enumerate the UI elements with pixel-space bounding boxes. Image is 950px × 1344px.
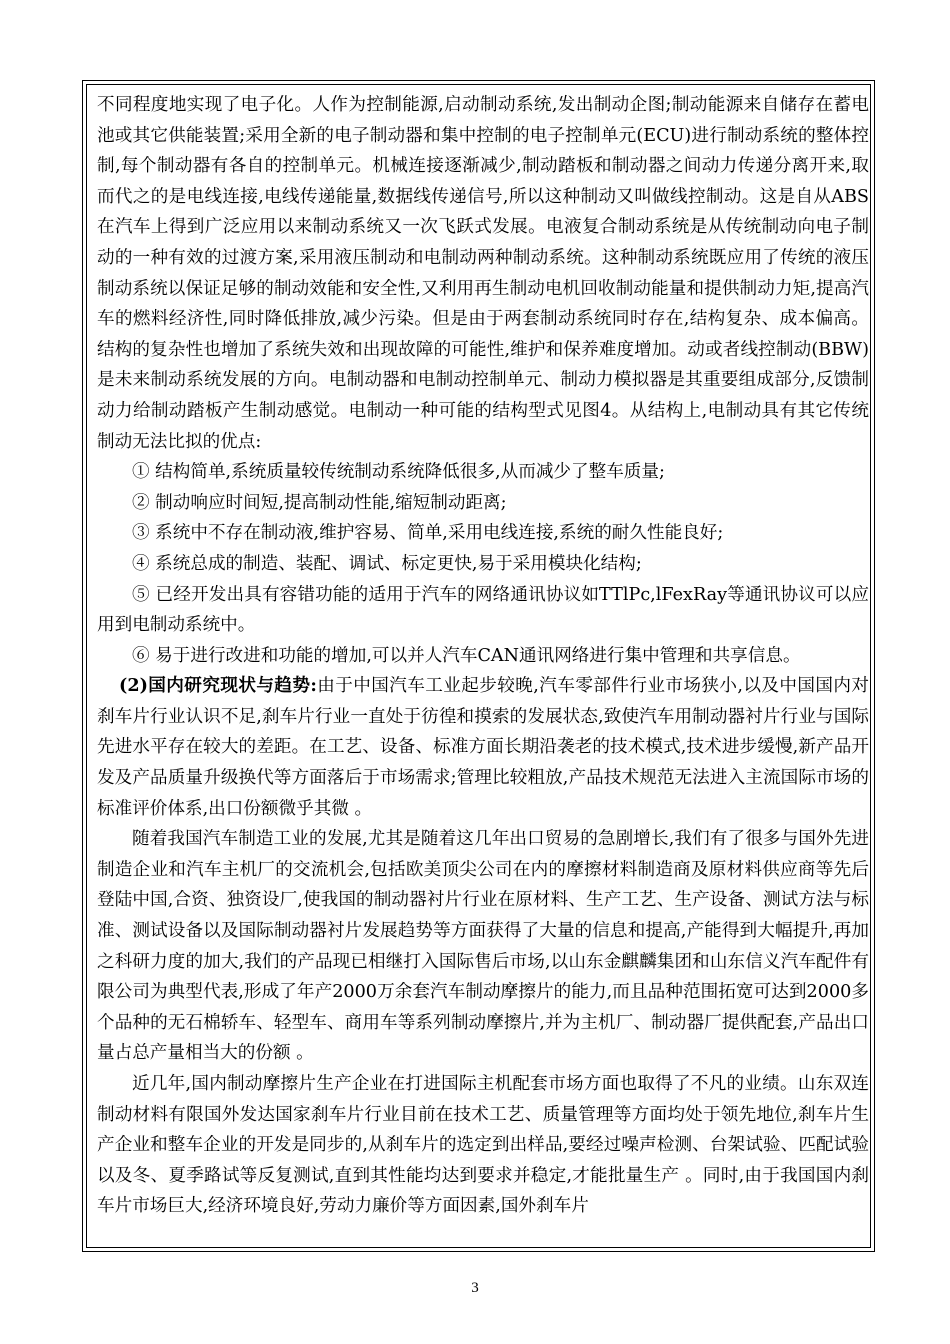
advantage-item-6: ⑥ 易于进行改进和功能的增加,可以并人汽车CAN通讯网络进行集中管理和共享信息。	[132, 645, 801, 666]
document-body	[97, 90, 869, 1222]
advantage-item-2: ② 制动响应时间短,提高制动性能,缩短制动距离;	[132, 492, 507, 513]
advantage-item-4: ④ 系统总成的制造、装配、调试、标定更快,易于采用模块化结构;	[132, 553, 642, 574]
section-heading: (2)国内研究现状与趋势:	[119, 675, 317, 697]
table-cell	[86, 84, 871, 1248]
section-text: 由于中国汽车工业起步较晚,汽车零部件行业市场狭小,以及中国国内对刹车片行业认识不足,刹车片行业一直处于彷徨和摸索的发展状态,致使汽车用制动器衬片行业与国际先进水平存在较大的差距。在工艺、设备、标准方面长期沿袭老的技术模式,技术进步缓慢,新产品开发及产品质量升级换代等方面落后于市场需求;管理比较粗放,产品技术规范无法进入主流国际市场的标准评价体系,出口份额微乎其微 。	[97, 676, 869, 819]
advantage-item-1: ① 结构简单,系统质量较传统制动系统降低很多,从而减少了整车质量;	[132, 462, 665, 483]
table-border	[82, 80, 875, 1252]
intro-paragraph: 不同程度地实现了电子化。人作为控制能源,启动制动系统,发出制动企图;制动能源来自储存在蓄电池或其它供能装置;采用全新的电子制动器和集中控制的电子控制单元(ECU)进行制动系统的整体控制,每个制动器有各自的控制单元。机械连接逐渐减少,制动踏板和制动器之间动力传递分离开来,取而代之的是电线连接,电线传递能量,数据线传递信号,所以这种制动又叫做线控制动。这是自从ABS在汽车上得到广泛应用以来制动系统又一次飞跃式发展。电液复合制动系统是从传统制动向电子制动的一种有效的过渡方案,采用液压制动和电制动两种制动系统。这种制动系统既应用了传统的液压制动系统以保证足够的制动效能和安全性,又利用再生制动电机回收制动能量和提供制动力矩,提高汽车的燃料经济性,同时降低排放,减少污染。但是由于两套制动系统同时存在,结构复杂、成本偏高。结构的复杂性也增加了系统失效和出现故障的可能性,维护和保养难度增加。动或者线控制动(BBW)是未来制动系统发展的方向。电制动器和电制动控制单元、制动力模拟器是其重要组成部分,反馈制动力给制动踏板产生制动感觉。电制动一种可能的结构型式见图4。从结构上,电制动具有其它传统制动无法比拟的优点:	[97, 95, 869, 452]
page-number: 3	[471, 1280, 479, 1296]
advantage-item-5: ⑤ 已经开发出具有容错功能的适用于汽车的网络通讯协议如TTlPc,lFexRay等通讯协议可以应用到电制动系统中。	[97, 584, 869, 636]
section-paragraph-3: 近几年,国内制动摩擦片生产企业在打进国际主机配套市场方面也取得了不凡的业绩。山东双连制动材料有限国外发达国家刹车片行业目前在技术工艺、质量管理等方面均处于领先地位,刹车片生产企业和整车企业的开发是同步的,从刹车片的选定到出样品,要经过噪声检测、台架试验、匹配试验以及冬、夏季路试等反复测试,直到其性能均达到要求并稳定,才能批量生产 。同时,由于我国国内刹车片市场巨大,经济环境良好,劳动力廉价等方面因素,国外刹车片	[97, 1074, 869, 1217]
section-paragraph-1	[97, 671, 869, 824]
advantage-item-3: ③ 系统中不存在制动液,维护容易、简单,采用电线连接,系统的耐久性能良好;	[132, 523, 724, 544]
section-paragraph-2: 随着我国汽车制造工业的发展,尤其是随着这几年出口贸易的急剧增长,我们有了很多与国外先进制造企业和汽车主机厂的交流机会,包括欧美顶尖公司在内的摩擦材料制造商及原材料供应商等先后登陆中国,合资、独资设厂,使我国的制动器衬片行业在原材料、生产工艺、生产设备、测试方法与标准、测试设备以及国际制动器衬片发展趋势等方面获得了大量的信息和提高,产能得到大幅提升,再加之科研力度的加大,我们的产品现已相继打入国际售后市场,以山东金麒麟集团和山东信义汽车配件有限公司为典型代表,形成了年产2000万余套汽车制动摩擦片的能力,而且品种范围拓宽可达到2000多个品种的无石棉轿车、轻型车、商用车等系列制动摩擦片,并为主机厂、制动器厂提供配套,产品出口量占总产量相当大的份额 。	[97, 829, 869, 1064]
